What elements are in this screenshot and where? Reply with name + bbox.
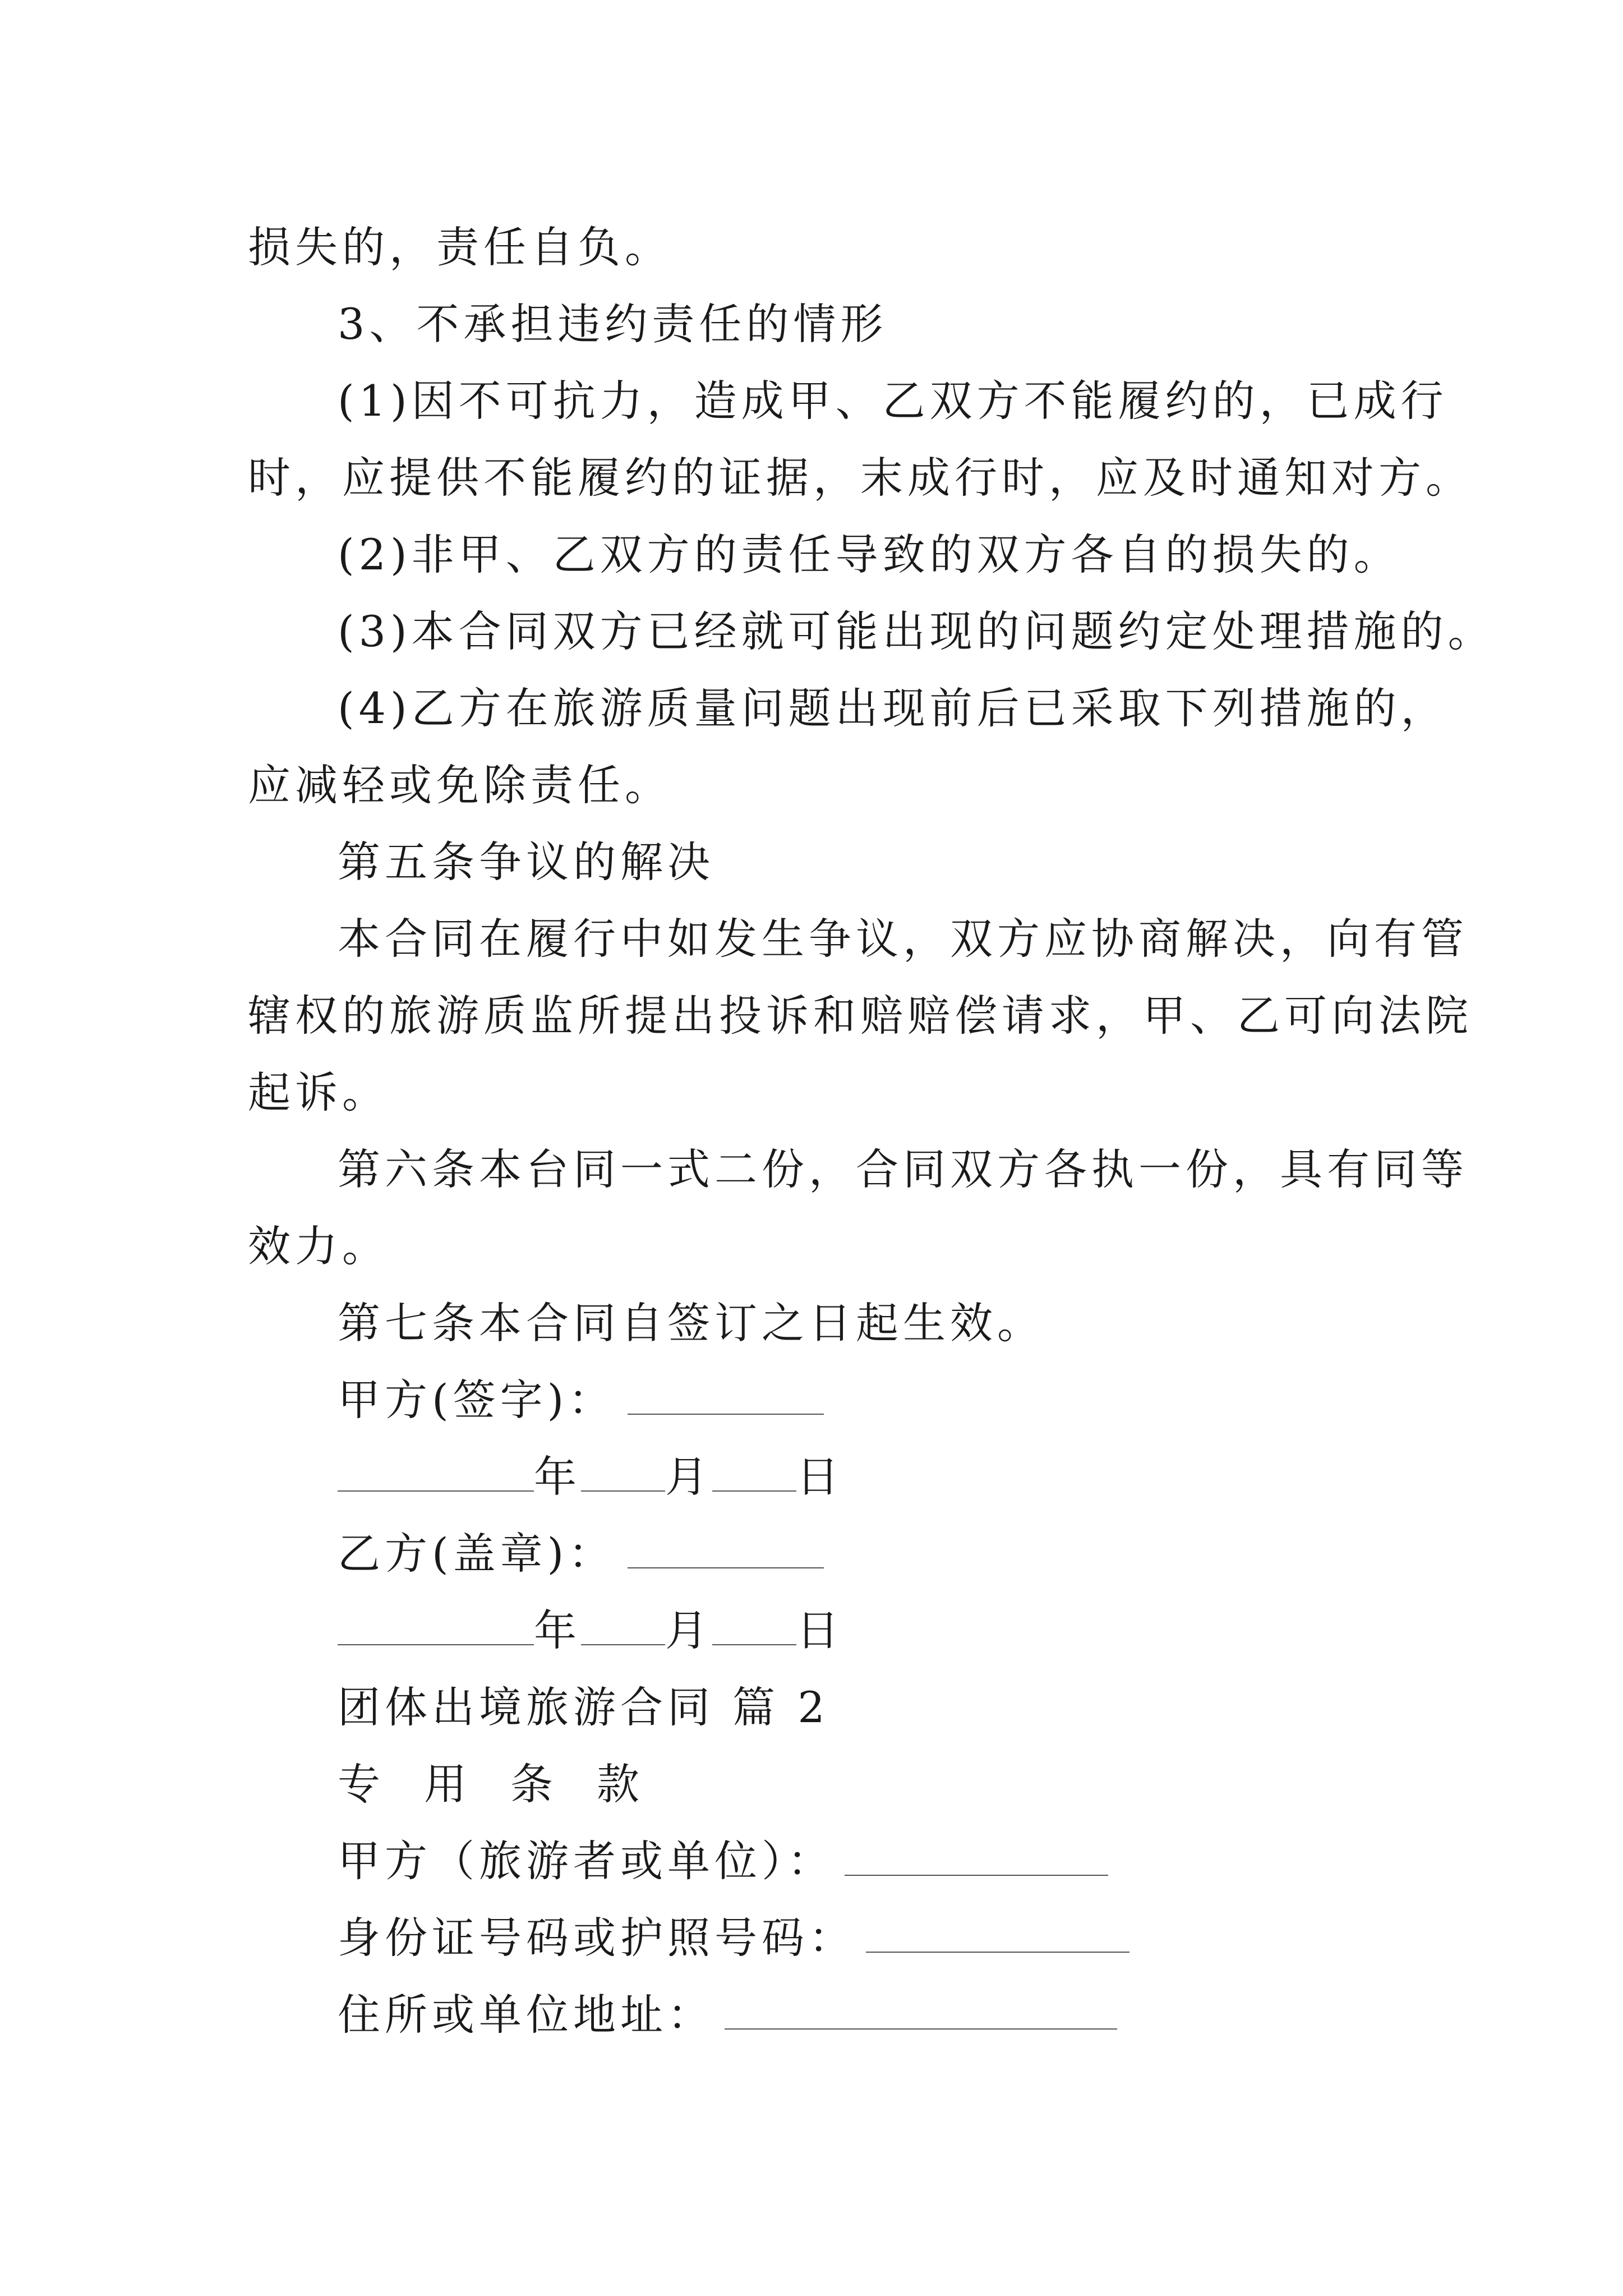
text-line: 第七条本合同自签订之日起生效。 [338, 1298, 1044, 1348]
text-line: 第六条本台同一式二份，合同双方各执一份，具有同等 [338, 1144, 1468, 1194]
text-line: 辖权的旅游质监所提出投诉和赔赔偿请求，甲、乙可向法院 [248, 991, 1473, 1041]
traveler-blank[interactable] [845, 1841, 1108, 1876]
party-a-date-row [248, 1438, 1403, 1515]
text-line: 本合同在履行中如发生争议，双方应协商解决，向有管 [338, 914, 1468, 964]
text-line: (1)因不可抗力，造成甲、乙双方不能履约的，已成行 [338, 376, 1448, 426]
text-line: (4)乙方在旅游质量问题出现前后已采取下列措施的， [338, 683, 1448, 733]
text-line: 时，应提供不能履约的证据，末成行时，应及时通知对方。 [248, 453, 1473, 503]
day-label: 日 [796, 1452, 843, 1502]
year-label: 年 [534, 1452, 581, 1502]
day-blank[interactable] [712, 1457, 796, 1492]
party-a-signature-label: 甲方(签字)： [338, 1375, 616, 1425]
id-number-blank[interactable] [866, 1918, 1129, 1953]
traveler-row [248, 1823, 1403, 1899]
text-line: 应减轻或免除责任。 [248, 760, 672, 810]
month-blank[interactable] [581, 1611, 665, 1645]
text-line: (3)本合同双方已经就可能出现的问题约定处理措施的。 [338, 606, 1495, 656]
month-label: 月 [665, 1452, 712, 1502]
text-line: 3、不承担违约责任的情形 [338, 299, 888, 349]
party-b-seal-row [248, 1515, 1403, 1592]
year-blank[interactable] [338, 1611, 534, 1645]
special-terms-heading: 专用条款 [338, 1759, 683, 1809]
party-b-date-row [248, 1592, 1403, 1669]
text-line: 起诉。 [248, 1068, 389, 1117]
traveler-label: 甲方（旅游者或单位）： [338, 1836, 834, 1886]
text-line: 损失的，责任自负。 [248, 222, 672, 272]
party-b-seal-blank[interactable] [628, 1534, 824, 1568]
year-label: 年 [534, 1605, 581, 1655]
day-label: 日 [796, 1605, 843, 1655]
party-b-seal-label: 乙方(盖章)： [338, 1529, 616, 1579]
address-row [248, 1976, 1403, 2053]
section-2-title: 团体出境旅游合同 篇 2 [338, 1682, 829, 1732]
document-page [248, 209, 1495, 2053]
id-number-row [248, 1899, 1403, 1976]
year-blank[interactable] [338, 1457, 534, 1492]
party-a-signature-blank[interactable] [628, 1380, 824, 1415]
month-label: 月 [665, 1605, 712, 1655]
party-a-signature-row [248, 1361, 1403, 1438]
text-line: 效力。 [248, 1221, 389, 1271]
month-blank[interactable] [581, 1457, 665, 1492]
text-line: (2)非甲、乙双方的责任导致的双方各自的损失的。 [338, 530, 1401, 579]
day-blank[interactable] [712, 1611, 796, 1645]
address-blank[interactable] [725, 1995, 1117, 2030]
section-heading: 第五条争议的解决 [338, 837, 714, 887]
id-number-label: 身份证号码或护照号码： [338, 1913, 856, 1963]
address-label: 住所或单位地址： [338, 1990, 714, 2040]
